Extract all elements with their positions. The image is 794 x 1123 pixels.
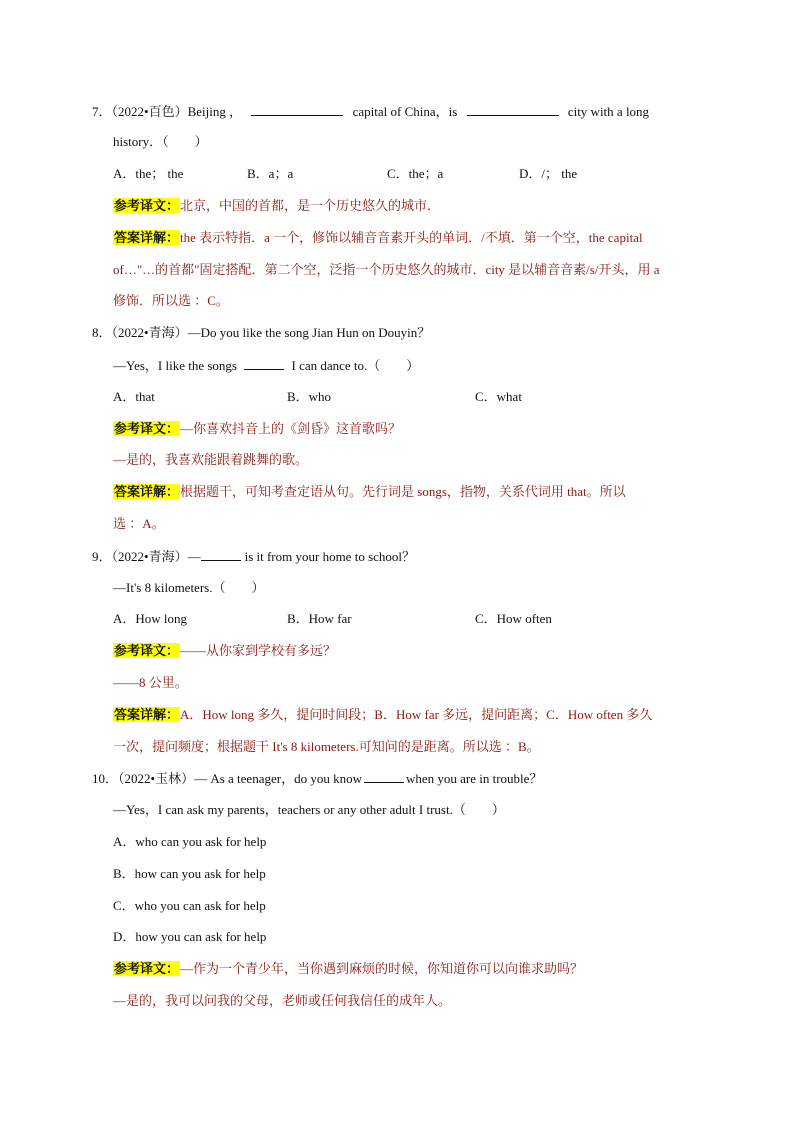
answer-blank [364,769,404,783]
question-8-stem-line2: —Yes，I like the songs I can dance to.（ ） [113,358,420,373]
explanation-label: 答案详解： [114,484,180,499]
answer-blank [251,102,343,116]
translation-label: 参考译文： [114,198,180,213]
question-7-explanation-line3: 修饰．所以选 ：C。 [113,293,229,308]
question-7-explanation: 答案详解：the 表示特指．a 一个，修饰以辅音音素开头的单词．/不填．第一个空，the capital [114,230,643,245]
answer-blank [467,102,559,116]
question-7-options [113,165,713,183]
question-number: 8． [92,325,112,340]
question-source: （2022•百色） [111,104,188,119]
question-9-translation-line2: ——8 公里。 [113,675,188,690]
question-9-translation: 参考译文：——从你家到学校有多远？ [114,643,337,658]
question-10-stem-line2: —Yes，I can ask my parents，teachers or any other adult I trust.（ ） [113,802,505,817]
option-b: B．a；a [247,166,294,181]
question-source: （2022•玉林） [118,771,195,786]
option-c: C．How often [475,611,552,626]
question-9-explanation: 答案详解：A．How long 多久，提问时间段；B．How far 多远，提问距离；C．How often 多久 [114,707,653,722]
question-10-translation: 参考译文：—作为一个青少年，当你遇到麻烦的时候，你知道你可以向谁求助吗？ [114,961,584,976]
translation-label: 参考译文： [114,643,180,658]
question-10-translation-line2: —是的，我可以问我的父母，老师或任何我信任的成年人。 [113,993,452,1008]
option-d: D．how you can ask for help [113,929,267,944]
option-a: A．the； the [113,166,184,181]
question-8-options [113,388,713,406]
question-9-stem-line2: —It's 8 kilometers.（ ） [113,580,265,595]
question-number: 7． [92,104,112,119]
question-7-stem-line2: history．（ ） [113,134,208,149]
question-number: 9． [92,549,112,564]
question-source: （2022•青海） [111,549,188,564]
answer-blank [244,356,284,370]
question-7-stem: 7．（2022•百色）Beijing ， capital of China，is city with a long [92,104,650,119]
option-c: C．the；a [387,166,444,181]
question-number: 10． [92,771,119,786]
question-8-explanation: 答案详解：根据题干，可知考查定语从句。先行词是 songs，指物，关系代词用 that。所以 [114,484,626,499]
question-8-translation-line2: —是的，我喜欢能跟着跳舞的歌。 [113,452,309,467]
option-a: A．How long [113,611,188,626]
option-b: B．How far [287,611,352,626]
question-source: （2022•青海） [111,325,188,340]
translation-label: 参考译文： [114,961,180,976]
explanation-label: 答案详解： [114,707,180,722]
question-10-stem: 10．（2022•玉林）— As a teenager，do you know when you are in trouble？ [92,771,543,786]
question-8-explanation-line2: 选 ：A。 [113,516,165,531]
option-d: D．/； the [519,166,578,181]
question-9-options [113,610,713,628]
option-c: C．who you can ask for help [113,898,266,913]
explanation-label: 答案详解： [114,230,180,245]
translation-label: 参考译文： [114,421,180,436]
option-a: A．who can you ask for help [113,834,267,849]
question-7-translation: 参考译文：北京，中国的首都，是一个历史悠久的城市． [114,198,441,213]
question-9-explanation-line2: 一次，提问频度；根据题干 It's 8 kilometers.可知问的是距离。所以选 ：B。 [113,739,540,754]
question-9-stem: 9．（2022•青海）— is it from your home to school？ [92,549,416,564]
option-c: C．what [475,389,522,404]
question-7-explanation-line2: of…"…的首都"固定搭配．第二个空，泛指一个历史悠久的城市．city 是以辅音音素/s/开头，用 a [113,262,660,277]
option-a: A．that [113,389,155,404]
option-b: B．who [287,389,332,404]
question-8-translation: 参考译文：—你喜欢抖音上的《剑昏》这首歌吗？ [114,421,402,436]
question-8-stem: 8．（2022•青海）—Do you like the song Jian Hun on Douyin？ [92,325,431,340]
answer-blank [201,547,241,561]
option-b: B．how can you ask for help [113,866,266,881]
